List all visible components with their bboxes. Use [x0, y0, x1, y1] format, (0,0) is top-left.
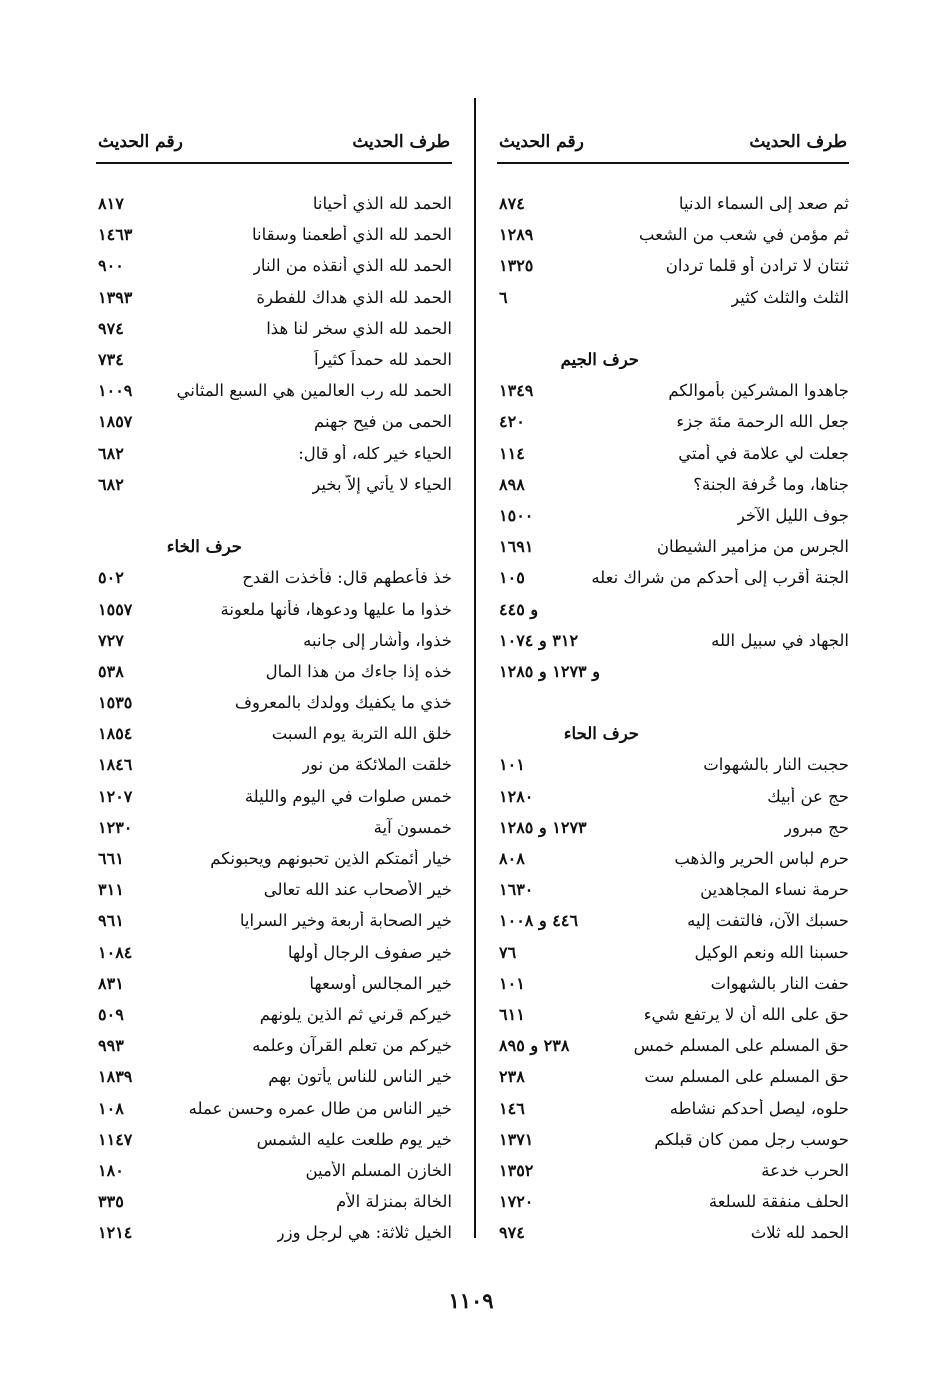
hadith-row	[497, 874, 849, 905]
hadith-number: ١٣٩٣	[98, 287, 133, 307]
hadith-row	[96, 718, 452, 749]
hadith-number: ١٢٣٠	[98, 817, 133, 837]
hadith-row	[497, 469, 849, 500]
hadith-number: ١١٤	[499, 443, 525, 463]
hadith-number: ١٥٠٠	[499, 505, 534, 525]
hadith-number: ٣١١	[98, 880, 124, 900]
hadith-number: ١٠٨٤	[98, 942, 133, 962]
hadith-term: الثلث والثلث كثير	[731, 287, 849, 307]
hadith-term: حق المسلم على المسلم ست	[644, 1067, 849, 1087]
hadith-row	[96, 656, 452, 687]
hadith-number: ١٥٥٧	[98, 599, 133, 619]
hadith-number: ١٨٣٩	[98, 1067, 133, 1087]
hadith-number: ٣٣٥	[98, 1192, 124, 1212]
hadith-number: ١٤٦	[499, 1098, 525, 1118]
hadith-term: جعلت لي علامة في أمتي	[678, 443, 849, 463]
hadith-number: ٨٧٤	[499, 194, 525, 214]
hadith-row	[96, 500, 452, 531]
hadith-number: ١٣٧١	[499, 1129, 534, 1149]
hadith-term: خيار أئمتكم الذين تحبونهم ويحبونكم	[210, 849, 452, 869]
hadith-number: ٦٨٢	[98, 474, 124, 494]
hadith-row	[497, 531, 849, 562]
hadith-row	[96, 250, 452, 281]
hadith-row	[497, 188, 849, 219]
hadith-term: الحمد لله ثلاث	[750, 1223, 849, 1243]
section-title: حرف الحاء	[563, 724, 639, 744]
hadith-row	[96, 469, 452, 500]
hadith-row	[497, 812, 849, 843]
hadith-number: ١٢٠٧	[98, 786, 133, 806]
hadith-row	[96, 1155, 452, 1186]
hadith-term: خيركم قرني ثم الذين يلونهم	[259, 1004, 452, 1024]
hadith-number: ٧٢٧	[98, 630, 124, 650]
hadith-row	[497, 1155, 849, 1186]
hadith-number: ١٣٥٢	[499, 1160, 534, 1180]
hadith-term: الخازن المسلم الأمين	[305, 1160, 452, 1180]
hadith-row	[96, 1124, 452, 1155]
hadith-term: حسبنا الله ونعم الوكيل	[694, 942, 849, 962]
hadith-term: خير الصحابة أربعة وخير السرايا	[239, 911, 452, 931]
hadith-row	[497, 843, 849, 874]
hadith-number: ٤٢٠	[499, 412, 525, 432]
hadith-row	[96, 313, 452, 344]
header-number: رقم الحديث	[499, 132, 584, 152]
hadith-row	[497, 500, 849, 531]
hadith-term: ثنتان لا ترادن أو قلما تردان	[665, 256, 849, 276]
hadith-row	[96, 438, 452, 469]
hadith-row	[497, 219, 849, 250]
hadith-row	[497, 1030, 849, 1061]
hadith-term: حرم لباس الحرير والذهب	[674, 849, 849, 869]
hadith-term: الحمد لله حمداً كثيراً	[313, 350, 452, 370]
hadith-term: خذوا ما عليها ودعوها، فأنها ملعونة	[220, 599, 452, 619]
hadith-term: الحمد لله رب العالمين هي السبع المثاني	[176, 381, 452, 401]
hadith-row	[497, 905, 849, 936]
hadith-number: ٧٣٤	[98, 350, 124, 370]
hadith-row	[96, 1061, 452, 1092]
hadith-number: ٥٠٢	[98, 568, 124, 588]
hadith-term: الحمد لله الذي أحيانا	[312, 194, 452, 214]
hadith-row	[497, 313, 849, 344]
hadith-row	[497, 1217, 849, 1248]
hadith-number: ١٠٥	[499, 568, 525, 588]
hadith-row	[497, 781, 849, 812]
hadith-number: ٦٨٢	[98, 443, 124, 463]
hadith-term: خير الناس من طال عمره وحسن عمله	[188, 1098, 452, 1118]
hadith-term: جاهدوا المشركين بأموالكم	[668, 381, 849, 401]
hadith-number: ٨٠٨	[499, 849, 525, 869]
hadith-term: الحرب خدعة	[761, 1160, 849, 1180]
section-heading	[497, 718, 849, 749]
hadith-row	[96, 999, 452, 1030]
hadith-term: حج عن أبيك	[767, 786, 849, 806]
hadith-list	[96, 188, 452, 1248]
hadith-row	[96, 874, 452, 905]
column-header	[497, 122, 849, 164]
hadith-row	[96, 282, 452, 313]
hadith-row	[96, 905, 452, 936]
hadith-number: ٨٩٨	[499, 474, 525, 494]
hadith-row	[497, 1124, 849, 1155]
hadith-term: خذ فأعطهم قال: فأخذت القدح	[242, 568, 452, 588]
hadith-row	[96, 937, 452, 968]
section-title: حرف الجيم	[560, 350, 639, 370]
hadith-row	[96, 1092, 452, 1123]
hadith-row	[497, 1092, 849, 1123]
hadith-number: ٥٣٨	[98, 661, 124, 681]
hadith-row	[497, 1186, 849, 1217]
section-heading	[96, 531, 452, 562]
hadith-number: ٩٧٤	[98, 318, 124, 338]
hadith-row	[96, 843, 452, 874]
hadith-row	[96, 749, 452, 780]
hadith-number: و ٤٤٥	[499, 599, 539, 619]
hadith-number: ١٦٣٠	[499, 880, 534, 900]
hadith-row	[96, 1186, 452, 1217]
hadith-row	[497, 406, 849, 437]
header-term: طرف الحديث	[749, 132, 847, 152]
hadith-number: ١٨٥٤	[98, 724, 133, 744]
hadith-term: الحمد لله الذي أنقذه من النار	[252, 256, 452, 276]
hadith-number: ١٠١	[499, 755, 525, 775]
hadith-row	[497, 968, 849, 999]
hadith-row	[497, 438, 849, 469]
hadith-row	[497, 656, 849, 687]
hadith-row	[497, 562, 849, 593]
hadith-term: خلقت الملائكة من نور	[302, 755, 452, 775]
column-header	[96, 122, 452, 164]
hadith-row	[96, 593, 452, 624]
hadith-row	[96, 1217, 452, 1248]
header-term: طرف الحديث	[352, 132, 450, 152]
hadith-term: حسبك الآن، فالتفت إليه	[687, 911, 849, 931]
hadith-row	[96, 562, 452, 593]
header-number: رقم الحديث	[98, 132, 183, 152]
hadith-term: حوسب رجل ممن كان قبلكم	[654, 1129, 849, 1149]
hadith-term: الحياء خير كله، أو قال:	[298, 443, 452, 463]
hadith-row	[497, 687, 849, 718]
hadith-term: خير يوم طلعت عليه الشمس	[256, 1129, 452, 1149]
hadith-number: ٦١١	[499, 1004, 525, 1024]
hadith-number: ٤٤٦ و ١٠٠٨	[499, 911, 579, 931]
hadith-number: ١٣٤٩	[499, 381, 534, 401]
hadith-term: حق المسلم على المسلم خمس	[633, 1036, 849, 1056]
hadith-row	[96, 1030, 452, 1061]
hadith-term: الجهاد في سبيل الله	[711, 630, 849, 650]
hadith-row	[497, 375, 849, 406]
hadith-term: ثم صعد إلى السماء الدنيا	[678, 194, 849, 214]
hadith-row	[96, 781, 452, 812]
hadith-row	[497, 593, 849, 624]
hadith-row	[497, 625, 849, 656]
left-column	[96, 122, 452, 1248]
hadith-term: الحلف منفقة للسلعة	[708, 1192, 849, 1212]
hadith-term: حلوه، ليصل أحدكم نشاطه	[669, 1098, 849, 1118]
hadith-row	[497, 749, 849, 780]
hadith-list	[497, 188, 849, 1248]
hadith-number: ٥٠٩	[98, 1004, 124, 1024]
hadith-term: الحياء لا يأتي إلاّ بخير	[312, 474, 452, 494]
hadith-row	[96, 344, 452, 375]
hadith-number: ٢٣٨	[499, 1067, 525, 1087]
hadith-row	[497, 999, 849, 1030]
hadith-row	[96, 687, 452, 718]
hadith-term: الحمد لله الذي هداك للفطرة	[256, 287, 452, 307]
hadith-term: خير صفوف الرجال أولها	[287, 942, 452, 962]
hadith-term: خلق الله التربة يوم السبت	[271, 724, 452, 744]
hadith-row	[497, 250, 849, 281]
hadith-term: حجبت النار بالشهوات	[703, 755, 849, 775]
hadith-row	[96, 219, 452, 250]
hadith-term: جوف الليل الآخر	[736, 505, 849, 525]
hadith-term: خذوا، وأشار إلى جانبه	[303, 630, 452, 650]
hadith-term: الجرس من مزامير الشيطان	[656, 537, 849, 557]
hadith-number: ٨١٧	[98, 194, 124, 214]
hadith-row	[497, 1061, 849, 1092]
hadith-number: ١٣٢٥	[499, 256, 534, 276]
section-heading	[497, 344, 849, 375]
hadith-term: ثم مؤمن في شعب من الشعب	[638, 225, 849, 245]
hadith-term: حج مبرور	[784, 817, 849, 837]
hadith-number: ١٦٩١	[499, 537, 534, 557]
hadith-number: ٩٠٠	[98, 256, 124, 276]
hadith-number: ١٢١٤	[98, 1223, 133, 1243]
hadith-term: خمسون آية	[373, 817, 452, 837]
hadith-number: ١٨٤٦	[98, 755, 133, 775]
section-title: حرف الخاء	[166, 537, 242, 557]
hadith-number: ١٠٨	[98, 1098, 124, 1118]
hadith-number: ٩٩٣	[98, 1036, 124, 1056]
hadith-number: ٩٦١	[98, 911, 124, 931]
hadith-term: الحمد لله الذي أطعمنا وسقانا	[252, 225, 452, 245]
hadith-term: الخيل ثلاثة: هي لرجل وزر	[276, 1223, 452, 1243]
hadith-term: حرمة نساء المجاهدين	[700, 880, 849, 900]
hadith-term: خمس صلوات في اليوم والليلة	[244, 786, 452, 806]
column-divider	[474, 98, 476, 1238]
hadith-number: ٧٦	[499, 942, 517, 962]
hadith-number: ١٢٨٩	[499, 225, 534, 245]
hadith-row	[96, 812, 452, 843]
page-number: ١١٠٩	[448, 1288, 494, 1313]
hadith-number: ١٠١	[499, 973, 525, 993]
hadith-number: ٨٣١	[98, 973, 124, 993]
hadith-term: خذي ما يكفيك وولدك بالمعروف	[234, 693, 452, 713]
hadith-row	[96, 625, 452, 656]
hadith-number: ١٨٠	[98, 1160, 124, 1180]
hadith-row	[96, 188, 452, 219]
hadith-term: خذه إذا جاءك من هذا المال	[265, 661, 452, 681]
hadith-number: ٦	[499, 287, 508, 307]
hadith-term: الجنة أقرب إلى أحدكم من شراك نعله	[591, 568, 849, 588]
hadith-number: ١٧٢٠	[499, 1192, 534, 1212]
hadith-number: ٩٧٤	[499, 1223, 525, 1243]
hadith-row	[96, 406, 452, 437]
hadith-number: ١٨٥٧	[98, 412, 133, 432]
hadith-term: خيركم من تعلم القرآن وعلمه	[252, 1036, 452, 1056]
hadith-number: ١٢٨٠	[499, 786, 534, 806]
hadith-number: ١٠٠٩	[98, 381, 133, 401]
right-column	[497, 122, 849, 1248]
hadith-term: جعل الله الرحمة مئة جزء	[676, 412, 849, 432]
hadith-number: ٦٦١	[98, 849, 124, 869]
hadith-number: ١٢٧٣ و ١٢٨٥	[499, 817, 587, 837]
hadith-row	[497, 282, 849, 313]
hadith-term: الحمى من فيح جهنم	[314, 412, 452, 432]
hadith-number: ٣١٢ و ١٠٧٤	[499, 630, 579, 650]
hadith-number: ١١٤٧	[98, 1129, 133, 1149]
hadith-row	[96, 375, 452, 406]
hadith-term: حفت النار بالشهوات	[710, 973, 849, 993]
hadith-term: جناها، وما خُرفة الجنة؟	[693, 474, 849, 494]
hadith-term: خير المجالس أوسعها	[309, 973, 452, 993]
hadith-term: خير الأصحاب عند الله تعالى	[263, 880, 452, 900]
hadith-number: ١٥٣٥	[98, 693, 133, 713]
hadith-row	[497, 937, 849, 968]
hadith-term: الحمد لله الذي سخر لنا هذا	[266, 318, 452, 338]
hadith-term: خير الناس للناس يأتون بهم	[268, 1067, 452, 1087]
hadith-number: ٢٣٨ و ٨٩٥	[499, 1036, 570, 1056]
hadith-row	[96, 968, 452, 999]
hadith-term: الخالة بمنزلة الأم	[336, 1192, 452, 1212]
hadith-number: ١٤٦٣	[98, 225, 133, 245]
hadith-term: حق على الله أن لا يرتفع شيء	[643, 1004, 849, 1024]
hadith-number: و ١٢٧٣ و ١٢٨٥	[499, 661, 600, 681]
